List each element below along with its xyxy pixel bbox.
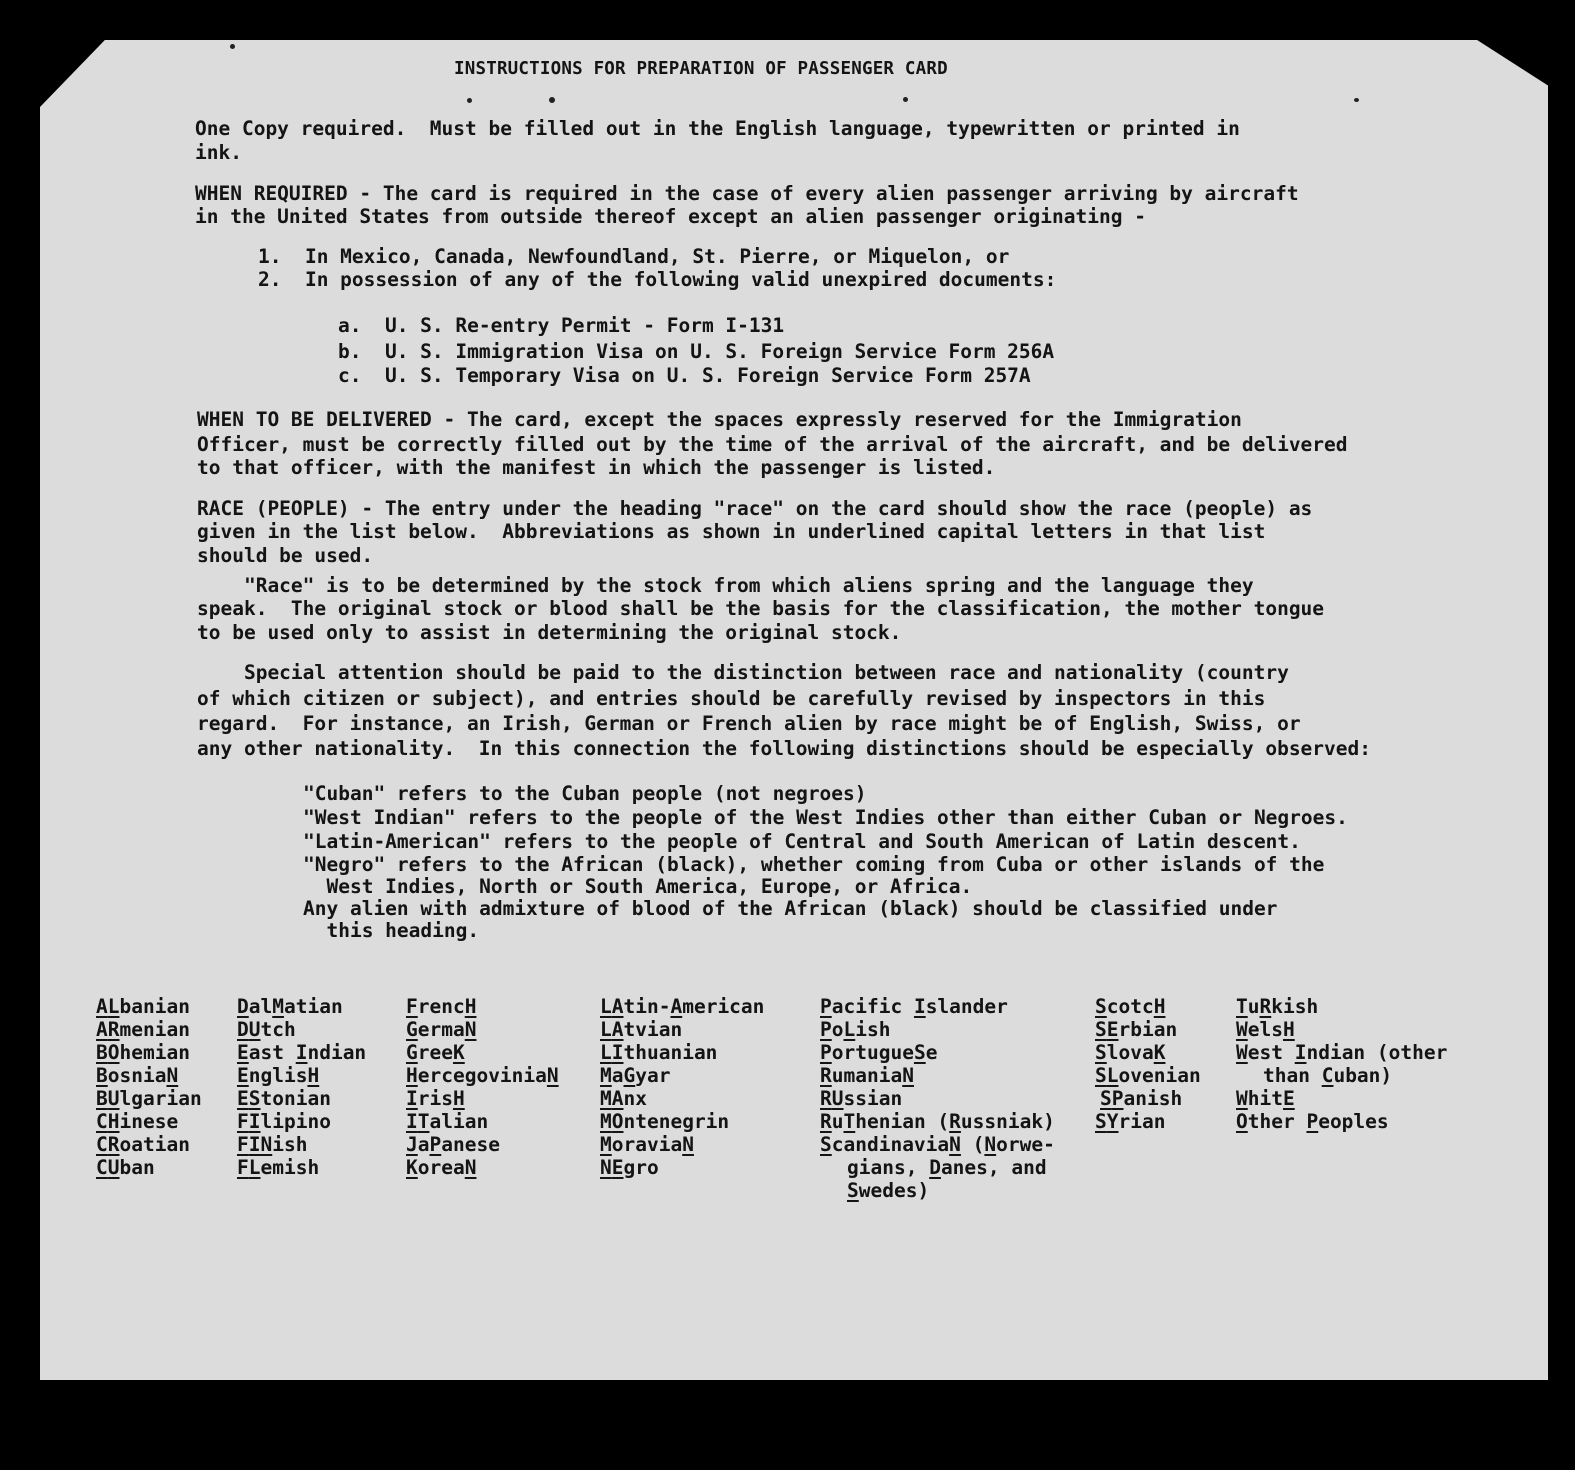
race-entry: LAtin-American — [600, 995, 765, 1018]
distinction-line: "Negro" refers to the African (black), whether coming from Cuba or other islands of the — [303, 853, 1325, 876]
race-entry: RuThenian (Russniak) — [820, 1110, 1055, 1133]
race-entry: BosniaN — [96, 1064, 179, 1087]
distinction-line: Any alien with admixture of blood of the African (black) should be classified under — [303, 897, 1278, 920]
numbered-item: 2. In possession of any of the following valid unexpired documents: — [258, 268, 1057, 291]
special-attention-line: of which citizen or subject), and entries should be carefully revised by inspectors in this — [197, 687, 1266, 710]
distinction-line: "Latin-American" refers to the people of Central and South American of Latin descent. — [303, 830, 1301, 853]
race-entry: CUban — [96, 1156, 155, 1179]
race-entry: RUssian — [820, 1087, 903, 1110]
race-entry: DalMatian — [237, 995, 343, 1018]
race-entry: KoreaN — [406, 1156, 477, 1179]
document-sheet — [40, 40, 1548, 1380]
race-entry: IrisH — [406, 1087, 465, 1110]
race-paragraph-line: should be used. — [197, 544, 374, 567]
special-attention-line: regard. For instance, an Irish, German or French alien by race might be of English, Swiss, or — [197, 712, 1301, 735]
race-entry: EStonian — [237, 1087, 331, 1110]
race-column — [96, 995, 202, 1179]
race-entry: SPanish — [1100, 1087, 1183, 1110]
race-entry: WelsH — [1236, 1018, 1295, 1041]
race-entry: MOntenegrin — [600, 1110, 730, 1133]
specks — [467, 98, 472, 103]
when-delivered-line: WHEN TO BE DELIVERED - The card, except the spaces expressly reserved for the Immigration — [197, 408, 1242, 431]
race-column — [237, 995, 366, 1179]
race-paragraph-line: given in the list below. Abbreviations as shown in underlined capital letters in that list — [197, 520, 1266, 543]
document-item: b. U. S. Immigration Visa on U. S. Foreign Service Form 256A — [338, 340, 1055, 363]
race-entry: CRoatian — [96, 1133, 190, 1156]
race-entry: Swedes) — [847, 1179, 930, 1202]
race-entry: NEgro — [600, 1156, 659, 1179]
race-entry: ARmenian — [96, 1018, 190, 1041]
document-item: a. U. S. Re-entry Permit - Form I-131 — [338, 314, 785, 337]
race-entry: PortugueSe — [820, 1041, 938, 1064]
when-delivered-line: to that officer, with the manifest in which the passenger is listed. — [197, 456, 996, 479]
intro-line: ink. — [195, 141, 242, 164]
race-column — [820, 995, 1055, 1202]
race-determination-line: to be used only to assist in determining the original stock. — [197, 621, 902, 644]
when-required-line: WHEN REQUIRED - The card is required in the case of every alien passenger arriving by aircraft — [195, 182, 1299, 205]
race-entry: ScotcH — [1095, 995, 1166, 1018]
distinction-line: "West Indian" refers to the people of the West Indies other than either Cuban or Negroes. — [303, 806, 1348, 829]
when-delivered-line: Officer, must be correctly filled out by the time of the arrival of the aircraft, and be delivered — [197, 433, 1348, 456]
document-item: c. U. S. Temporary Visa on U. S. Foreign Service Form 257A — [338, 364, 1031, 387]
race-entry: PoLish — [820, 1018, 891, 1041]
race-entry: SLovenian — [1095, 1064, 1201, 1087]
race-entry: TuRkish — [1236, 995, 1319, 1018]
race-entry: ITalian — [406, 1110, 489, 1133]
specks — [903, 97, 908, 102]
race-entry: FLemish — [237, 1156, 320, 1179]
race-determination-line: "Race" is to be determined by the stock from which aliens spring and the language they — [197, 574, 1254, 597]
race-entry: EnglisH — [237, 1064, 320, 1087]
specks — [1354, 98, 1359, 102]
race-column — [1095, 995, 1201, 1133]
race-entry: ALbanian — [96, 995, 190, 1018]
race-entry: JaPanese — [406, 1133, 500, 1156]
race-column — [406, 995, 559, 1179]
race-entry: Other Peoples — [1236, 1110, 1389, 1133]
race-paragraph-line: RACE (PEOPLE) - The entry under the heading "race" on the card should show the race (people) as — [197, 497, 1313, 520]
race-entry: SYrian — [1095, 1110, 1166, 1133]
specks — [549, 97, 555, 103]
document-title: INSTRUCTIONS FOR PREPARATION OF PASSENGER CARD — [454, 59, 948, 79]
race-entry: MaGyar — [600, 1064, 671, 1087]
race-entry: LIthuanian — [600, 1041, 718, 1064]
race-entry: than Cuban) — [1263, 1064, 1393, 1087]
race-entry: East Indian — [237, 1041, 367, 1064]
race-entry: Pacific Islander — [820, 995, 1008, 1018]
special-attention-line: any other nationality. In this connection the following distinctions should be especially observed: — [197, 737, 1371, 760]
distinction-line: "Cuban" refers to the Cuban people (not negroes) — [303, 782, 867, 805]
race-entry: BUlgarian — [96, 1087, 202, 1110]
race-entry: FIlipino — [237, 1110, 331, 1133]
race-entry: RumaniaN — [820, 1064, 914, 1087]
special-attention-line: Special attention should be paid to the distinction between race and nationality (country — [197, 661, 1289, 684]
numbered-item: 1. In Mexico, Canada, Newfoundland, St. Pierre, or Miquelon, or — [258, 245, 1010, 268]
race-entry: SErbian — [1095, 1018, 1178, 1041]
race-entry: FrencH — [406, 995, 477, 1018]
race-entry: MAnx — [600, 1087, 647, 1110]
race-entry: SlovaK — [1095, 1041, 1166, 1064]
intro-line: One Copy required. Must be filled out in the English language, typewritten or printed in — [195, 117, 1240, 140]
race-determination-line: speak. The original stock or blood shall be the basis for the classification, the mother tongue — [197, 597, 1325, 620]
race-entry: MoraviaN — [600, 1133, 694, 1156]
race-entry: HercegoviniaN — [406, 1064, 559, 1087]
race-entry: gians, Danes, and — [847, 1156, 1047, 1179]
race-entry: West Indian (other — [1236, 1041, 1448, 1064]
distinction-line: West Indies, North or South America, Europe, or Africa. — [303, 875, 973, 898]
race-column — [600, 995, 764, 1179]
when-required-line: in the United States from outside thereof except an alien passenger originating - — [195, 205, 1146, 228]
specks — [230, 44, 235, 49]
race-entry: CHinese — [96, 1110, 179, 1133]
race-entry: LAtvian — [600, 1018, 683, 1041]
race-entry: WhitE — [1236, 1087, 1295, 1110]
race-entry: ScandinaviaN (Norwe- — [820, 1133, 1055, 1156]
race-entry: DUtch — [237, 1018, 296, 1041]
race-entry: FINish — [237, 1133, 308, 1156]
race-entry: GreeK — [406, 1041, 465, 1064]
race-column — [1236, 995, 1447, 1133]
race-entry: BOhemian — [96, 1041, 190, 1064]
distinction-line: this heading. — [303, 919, 480, 942]
race-entry: GermaN — [406, 1018, 477, 1041]
